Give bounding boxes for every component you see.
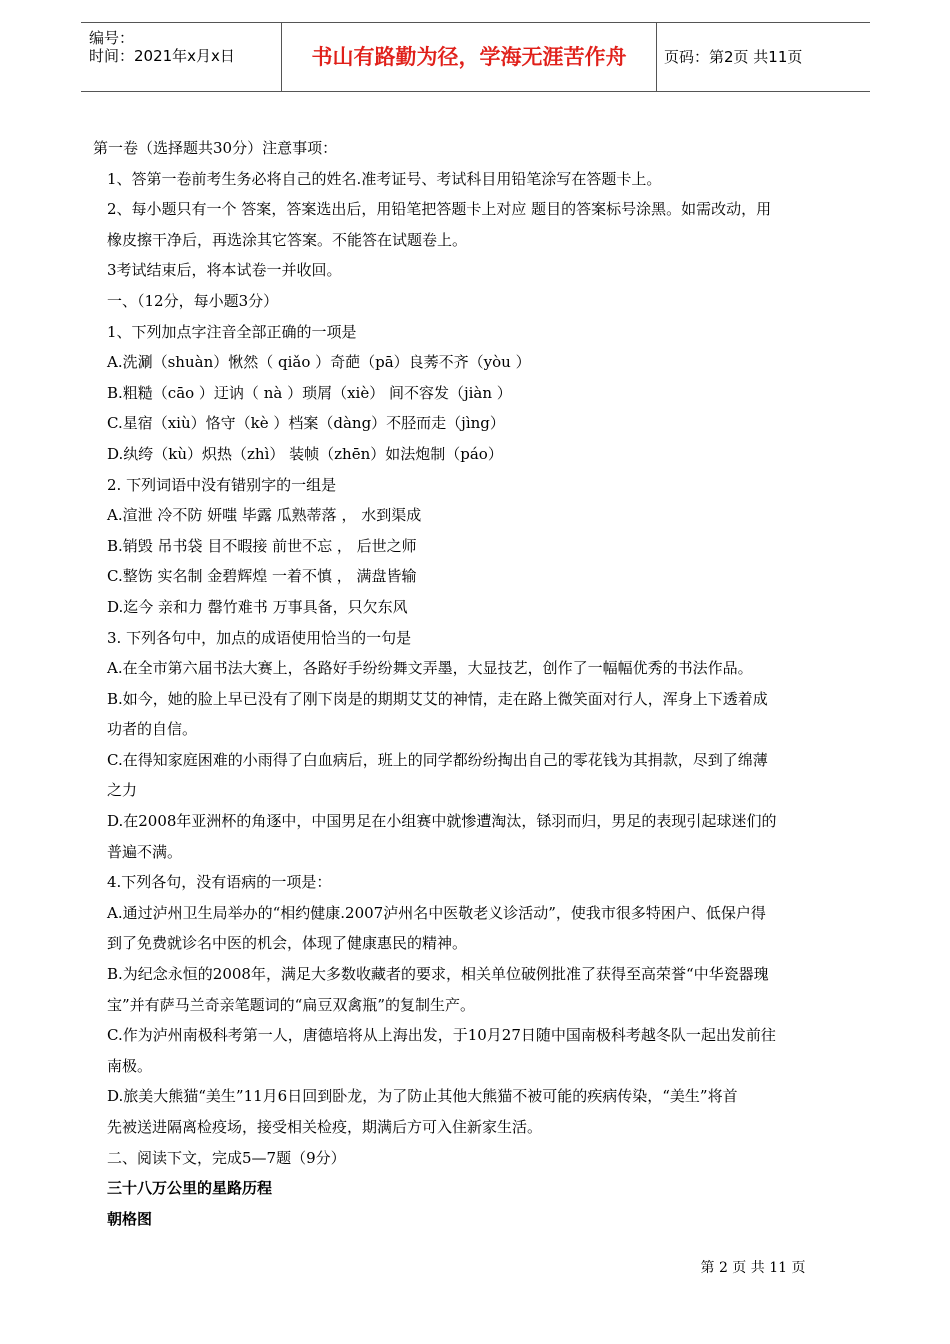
page-header <box>81 22 870 92</box>
text-line: 到了免费就诊名中医的机会，体现了健康惠民的精神。 <box>107 934 468 953</box>
text-line: C.在得知家庭困难的小雨得了白血病后，班上的同学都纷纷掏出自己的零花钱为其捐款，尽到了绵薄 <box>107 750 768 769</box>
text-line: D.纨绔（kù）炽热（zhì） 装帧（zhēn）如法炮制（páo） <box>107 444 503 463</box>
text-line: 2、每小题只有一个 答案，答案选出后，用铅笔把答题卡上对应 题目的答案标号涂黑。如需改动，用 <box>107 200 772 219</box>
text-line: A.洗涮（shuàn）愀然（ qiǎo ）奇葩（pā）良莠不齐（yòu ） <box>107 353 531 372</box>
text-line: 朝格图 <box>107 1209 153 1228</box>
page-footer <box>0 1257 950 1277</box>
text-line: 功者的自信。 <box>107 720 198 739</box>
number-label: 编号： <box>89 29 135 47</box>
text-line: 三十八万公里的星路历程 <box>107 1179 273 1198</box>
text-line: B.销毁 吊书袋 目不暇接 前世不忘 ， 后世之师 <box>107 536 417 555</box>
text-line: B.如今，她的脸上早已没有了刚下岗是的期期艾艾的神情，走在路上微笑面对行人，浑身上下透着成 <box>107 689 768 708</box>
text-line: 普遍不满。 <box>107 842 183 861</box>
text-line: 4.下列各句，没有语病的一项是： <box>107 873 332 892</box>
header-meta <box>81 23 281 91</box>
text-line: 2. 下列词语中没有错别字的一组是 <box>107 475 337 494</box>
text-line: 1、答第一卷前考生务必将自己的姓名.准考证号、考试科目用铅笔涂写在答题卡上。 <box>107 169 662 188</box>
text-line: A.通过泸州卫生局举办的“相约健康.2007泸州名中医敬老义诊活动”，使我市很多特困户、低保户得 <box>107 903 766 922</box>
text-line: C.星宿（xiù）恪守（kè ）档案（dàng）不胫而走（jìng） <box>107 414 505 433</box>
text-line: 之力 <box>107 781 138 800</box>
text-line: C.作为泸州南极科考第一人，唐德培将从上海出发，于10月27日随中国南极科考越冬队一起出发前往 <box>107 1026 776 1045</box>
text-line: 南极。 <box>107 1056 153 1075</box>
text-line: 橡皮擦干净后，再选涂其它答案。不能答在试题卷上。 <box>107 230 468 249</box>
text-line: 1、下列加点字注音全部正确的一项是 <box>107 322 357 341</box>
text-line: A.渲泄 冷不防 妍嗤 毕露 瓜熟蒂落 ， 水到渠成 <box>107 506 422 525</box>
text-line: 二、阅读下文，完成5—7题（9分） <box>107 1148 346 1167</box>
text-line: 3. 下列各句中，加点的成语使用恰当的一句是 <box>107 628 412 647</box>
header-page-info: 页码：第2页 共11页 <box>664 48 803 66</box>
footer-page-number: 第 2 页 共 11 页 <box>700 1260 806 1276</box>
text-line: B.为纪念永恒的2008年，满足大多数收藏者的要求，相关单位破例批准了获得至高荣誉“中华瓷器瑰 <box>107 965 769 984</box>
text-line: D.旅美大熊猫“美生”11月6日回到卧龙，为了防止其他大熊猫不被可能的疾病传染，“美生”将首 <box>107 1087 738 1106</box>
document-body <box>93 133 855 1234</box>
text-line: D.在2008年亚洲杯的角逐中，中国男足在小组赛中就惨遭淘汰，铩羽而归，男足的表现引起球迷们的 <box>107 812 777 831</box>
text-line: 宝”并有萨马兰奇亲笔题词的“扁豆双禽瓶”的复制生产。 <box>107 995 476 1014</box>
text-line: 一、（12分，每小题3分） <box>107 291 279 310</box>
text-line: 先被送进隔离检疫场，接受相关检疫，期满后方可入住新家生活。 <box>107 1118 543 1136</box>
text-line: 第一卷（选择题共30分）注意事项： <box>93 139 338 157</box>
text-line: D.迄今 亲和力 罄竹难书 万事具备，只欠东风 <box>107 597 408 616</box>
text-line: C.整饬 实名制 金碧辉煌 一着不慎 ， 满盘皆输 <box>107 567 417 586</box>
header-motto: 书山有路勤为径，学海无涯苦作舟 <box>281 23 657 91</box>
text-line: 3考试结束后，将本试卷一并收回。 <box>107 261 342 280</box>
text-line: A.在全市第六届书法大赛上，各路好手纷纷舞文弄墨，大显技艺，创作了一幅幅优秀的书法作品。 <box>107 659 753 678</box>
text-line: B.粗糙（cāo ）迂讷（ nà ）琐屑（xiè） 间不容发（jiàn ） <box>107 383 512 402</box>
time-label: 时间：2021年x月x日 <box>89 47 235 65</box>
